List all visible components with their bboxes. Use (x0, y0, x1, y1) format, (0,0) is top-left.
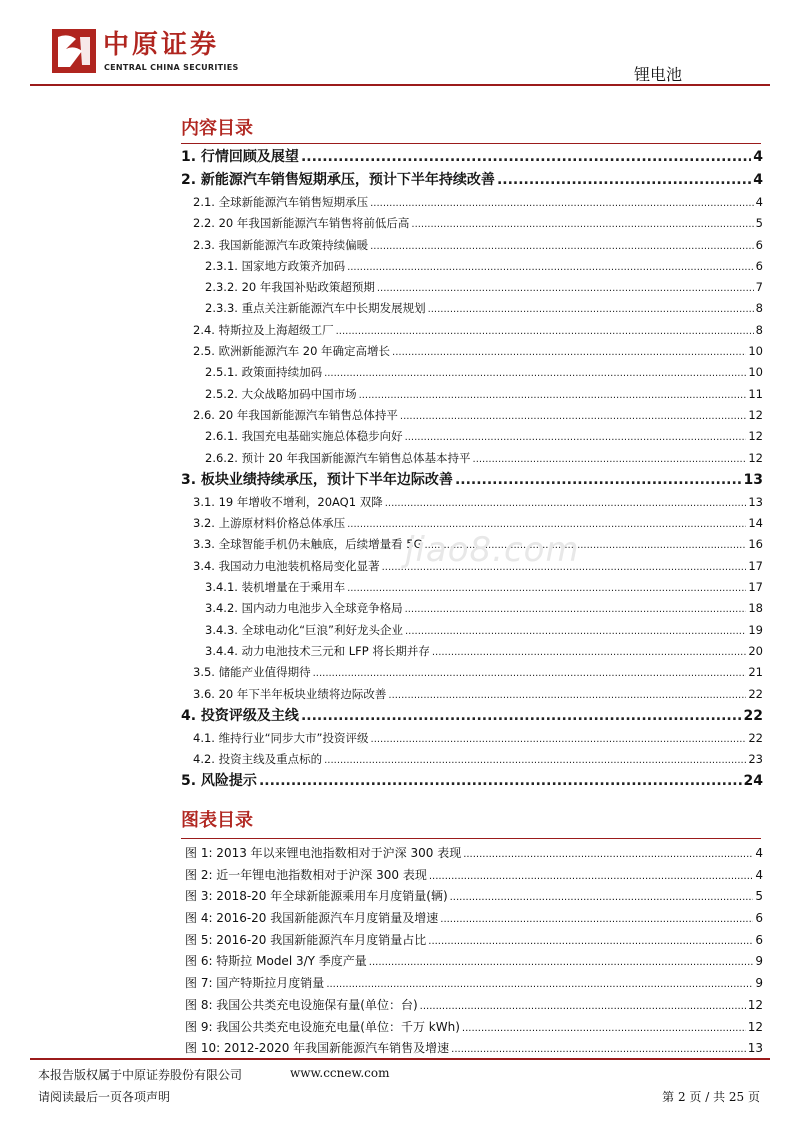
toc-entry-page: 22 (748, 730, 763, 745)
toc-dot-leader (411, 214, 753, 235)
toc-dot-leader (392, 342, 746, 363)
toc-dot-leader (301, 146, 751, 169)
toc-entry-page: 22 (748, 686, 763, 701)
toc-dot-leader (347, 257, 754, 278)
toc-entry-page: 6 (755, 258, 763, 273)
toc-dot-leader (336, 321, 754, 342)
toc-entry-page: 12 (748, 429, 763, 444)
toc-entry-label: 1. 行情回顾及展望 (181, 149, 299, 165)
toc-entry[interactable] (181, 684, 763, 705)
figure-dot-leader (369, 952, 754, 974)
toc-dot-leader (359, 385, 747, 406)
toc-entry-label: 2.4. 特斯拉及上海超级工厂 (193, 322, 334, 337)
toc-entry[interactable] (181, 492, 763, 513)
toc-dot-leader (347, 578, 746, 599)
toc-entry-label: 3.4.2. 国内动力电池步入全球竞争格局 (205, 601, 403, 616)
figure-entry[interactable] (185, 930, 763, 952)
toc-entry-label: 3.4. 我国动力电池装机格局变化显著 (193, 558, 380, 573)
figure-entry-label: 图 2: 近一年锂电池指数相对于沪深 300 表现 (185, 867, 427, 882)
toc-entry-label: 2.1. 全球新能源汽车销售短期承压 (193, 195, 369, 209)
toc-entry-page: 12 (748, 407, 763, 422)
figure-entry[interactable] (185, 908, 763, 930)
toc-entry-page: 8 (755, 322, 763, 337)
toc-dot-leader (385, 493, 747, 514)
toc-entry[interactable] (181, 256, 763, 277)
toc-entry[interactable] (181, 662, 763, 683)
figure-entry[interactable] (185, 1017, 763, 1039)
toc-entry-page: 12 (748, 450, 763, 465)
figure-entry[interactable] (185, 995, 763, 1017)
toc-dot-leader (405, 621, 746, 642)
toc-entry[interactable] (181, 320, 763, 341)
toc-entry-label: 2.5.2. 大众战略加码中国市场 (205, 386, 357, 401)
watermark: jiao8.com (405, 530, 580, 570)
report-category: 锂电池 (633, 65, 682, 84)
figure-dot-leader (428, 931, 753, 953)
toc-entry-label: 3.4.1. 装机增量在于乘用车 (205, 580, 346, 595)
toc-dot-leader (371, 729, 747, 750)
figure-entry[interactable] (185, 1038, 763, 1060)
footer-page-info: 第 2 页 / 共 25 页 (662, 1090, 760, 1104)
toc-entry[interactable] (181, 770, 763, 793)
toc-entry-label: 2.6. 20 年我国新能源汽车销售总体持平 (193, 407, 398, 422)
toc-entry-label: 3.5. 储能产业值得期待 (193, 665, 311, 680)
toc-entry[interactable] (181, 341, 763, 362)
toc-entry-label: 3.4.3. 全球电动化“巨浪”利好龙头企业 (205, 622, 403, 637)
toc-entry-page: 13 (748, 494, 763, 509)
toc-entry[interactable] (181, 641, 763, 662)
figure-dot-leader (326, 974, 753, 996)
toc-entry-label: 2.6.1. 我国充电基础实施总体稳步向好 (205, 429, 403, 444)
figure-entry-page: 5 (755, 889, 763, 904)
toc-entry-label: 2.3.1. 国家地方政策齐加码 (205, 258, 346, 273)
toc-dot-leader (428, 299, 754, 320)
toc-entry-page: 20 (748, 643, 763, 658)
header-divider (30, 84, 770, 86)
toc-title-divider (181, 143, 761, 144)
toc-entry-page: 16 (748, 537, 763, 552)
toc-entry-page: 22 (743, 707, 763, 724)
toc-entry[interactable] (181, 705, 763, 728)
toc-entry-page: 24 (743, 773, 763, 790)
footer-divider (30, 1058, 770, 1060)
toc-entry-page: 18 (748, 601, 763, 616)
toc-entry[interactable] (181, 362, 763, 383)
toc-dot-leader (455, 469, 742, 492)
toc-entry[interactable] (181, 298, 763, 319)
toc-entry-page: 11 (748, 386, 763, 401)
figure-entry[interactable] (185, 843, 763, 865)
toc-entry-label: 3.2. 上游原材料价格总体承压 (193, 516, 346, 531)
toc-entry-label: 4.2. 投资主线及重点标的 (193, 752, 323, 767)
toc-entry-page: 7 (755, 280, 763, 295)
figure-entry-page: 9 (755, 954, 763, 969)
toc-dot-leader (370, 193, 754, 214)
toc-entry-page: 10 (748, 365, 763, 380)
toc-entry-page: 13 (743, 471, 763, 488)
toc-entry-label: 4. 投资评级及主线 (181, 707, 299, 724)
toc-entry[interactable] (181, 620, 763, 641)
figure-entry-page: 6 (755, 932, 763, 947)
figure-entry[interactable] (185, 951, 763, 973)
toc-entry[interactable] (181, 384, 763, 405)
toc-entry-page: 21 (748, 665, 763, 680)
toc-entry-page: 10 (748, 344, 763, 359)
toc-dot-leader (497, 169, 751, 192)
toc-entry[interactable] (181, 448, 763, 469)
toc-dot-leader (432, 642, 747, 663)
toc-dot-leader (405, 599, 747, 620)
company-logo-icon (52, 29, 96, 73)
figure-entry-label: 图 7: 国产特斯拉月度销量 (185, 976, 325, 991)
toc-dot-leader (388, 685, 746, 706)
toc-entry-label: 2.2. 20 年我国新能源汽车销售将前低后高 (193, 216, 410, 231)
toc-entry[interactable] (181, 146, 763, 169)
figure-entry-label: 图 10: 2012-2020 年我国新能源汽车销售及增速 (185, 1041, 450, 1056)
figures-title: 图表目录 (181, 810, 253, 831)
footer-disclaimer: 请阅读最后一页各项声明 (38, 1090, 171, 1104)
toc-entry-page: 5 (755, 216, 763, 231)
toc-dot-leader (313, 663, 747, 684)
toc-entry[interactable] (181, 192, 763, 213)
toc-entry-page: 6 (755, 237, 763, 252)
toc-entry[interactable] (181, 213, 763, 234)
footer-website-link[interactable]: www.ccnew.com (290, 1066, 390, 1080)
toc-entry-label: 3. 板块业绩持续承压，预计下半年边际改善 (181, 471, 453, 488)
toc-entry-page: 17 (748, 580, 763, 595)
toc-entry-label: 3.6. 20 年下半年板块业绩将边际改善 (193, 686, 387, 701)
figure-dot-leader (420, 996, 746, 1018)
toc-entry[interactable] (181, 235, 763, 256)
toc-dot-leader (370, 236, 754, 257)
company-name-en: CENTRAL CHINA SECURITIES (104, 63, 239, 72)
toc-dot-leader (324, 363, 746, 384)
figure-entry-page: 4 (755, 867, 763, 882)
toc-entry[interactable] (181, 469, 763, 492)
toc-dot-leader (259, 770, 742, 793)
toc-entry[interactable] (181, 598, 763, 619)
toc-dot-leader (301, 705, 742, 728)
toc-entry-page: 14 (748, 516, 763, 531)
figure-dot-leader (463, 844, 753, 866)
toc-title: 内容目录 (181, 118, 253, 139)
toc-entry-label: 2.3.3. 重点关注新能源汽车中长期发展规划 (205, 301, 426, 316)
figure-entry-page: 12 (747, 1019, 763, 1034)
figure-entry-label: 图 1: 2013 年以来锂电池指数相对于沪深 300 表现 (185, 846, 462, 860)
toc-entry-page: 8 (755, 301, 763, 316)
toc-entry-label: 2.6.2. 预计 20 年我国新能源汽车销售总体基本持平 (205, 450, 471, 465)
toc-entry-label: 2. 新能源汽车销售短期承压，预计下半年持续改善 (181, 172, 495, 188)
toc-dot-leader (405, 427, 747, 448)
toc-entry-label: 2.3. 我国新能源汽车政策持续偏暖 (193, 237, 369, 252)
toc-dot-leader (324, 750, 746, 771)
figure-entry[interactable] (185, 973, 763, 995)
toc-entry-page: 19 (748, 622, 763, 637)
toc-entry[interactable] (181, 169, 763, 192)
toc-entry-label: 5. 风险提示 (181, 773, 257, 790)
figure-dot-leader (440, 909, 753, 931)
toc-entry[interactable] (181, 426, 763, 447)
figure-list (185, 843, 763, 1060)
toc-entry-page: 17 (748, 558, 763, 573)
toc-entry-label: 2.5.1. 政策面持续加码 (205, 365, 323, 380)
toc-dot-leader (377, 278, 754, 299)
figure-dot-leader (429, 866, 754, 888)
toc-entry-label: 3.1. 19 年增收不增利，20AQ1 双降 (193, 494, 383, 509)
toc-entry[interactable] (181, 405, 763, 426)
toc-entry-page: 4 (753, 172, 763, 188)
toc-dot-leader (473, 449, 747, 470)
figure-entry[interactable] (185, 865, 763, 887)
figure-entry-label: 图 6: 特斯拉 Model 3/Y 季度产量 (185, 954, 367, 969)
toc-entry[interactable] (181, 577, 763, 598)
figure-entry-label: 图 3: 2018-20 年全球新能源乘用车月度销量(辆) (185, 889, 448, 904)
figure-entry-page: 4 (755, 846, 763, 860)
toc-entry-page: 4 (753, 149, 763, 165)
figure-dot-leader (462, 1018, 746, 1040)
figure-entry-page: 6 (755, 911, 763, 926)
toc-entry-label: 4.1. 维持行业“同步大市”投资评级 (193, 730, 369, 745)
toc-dot-leader (400, 406, 746, 427)
figure-entry[interactable] (185, 886, 763, 908)
toc-entry[interactable] (181, 728, 763, 749)
figure-entry-label: 图 4: 2016-20 我国新能源汽车月度销量及增速 (185, 911, 439, 926)
figure-entry-label: 图 5: 2016-20 我国新能源汽车月度销量占比 (185, 932, 427, 947)
footer-copyright: 本报告版权属于中原证券股份有限公司 (38, 1068, 243, 1082)
figure-dot-leader (450, 887, 754, 909)
toc-entry[interactable] (181, 277, 763, 298)
toc-entry-page: 4 (755, 195, 763, 209)
figure-entry-page: 9 (755, 976, 763, 991)
toc-entry-label: 3.3. 全球智能手机仍未触底，后续增量看 5G (193, 537, 423, 552)
toc-entry-page: 23 (748, 752, 763, 767)
figures-title-divider (181, 838, 761, 839)
toc-entry-label: 2.5. 欧洲新能源汽车 20 年确定高增长 (193, 344, 391, 359)
toc-entry-label: 2.3.2. 20 年我国补贴政策超预期 (205, 280, 375, 295)
toc-entry-label: 3.4.4. 动力电池技术三元和 LFP 将长期并存 (205, 643, 430, 658)
figure-entry-label: 图 9: 我国公共类充电设施充电量(单位：千万 kWh) (185, 1019, 460, 1034)
table-of-contents (181, 146, 763, 793)
figure-entry-page: 12 (747, 997, 763, 1012)
toc-entry[interactable] (181, 749, 763, 770)
figure-entry-label: 图 8: 我国公共类充电设施保有量(单位：台) (185, 997, 418, 1012)
company-name-cn: 中原证券 (103, 30, 220, 60)
figure-entry-page: 13 (747, 1041, 763, 1056)
